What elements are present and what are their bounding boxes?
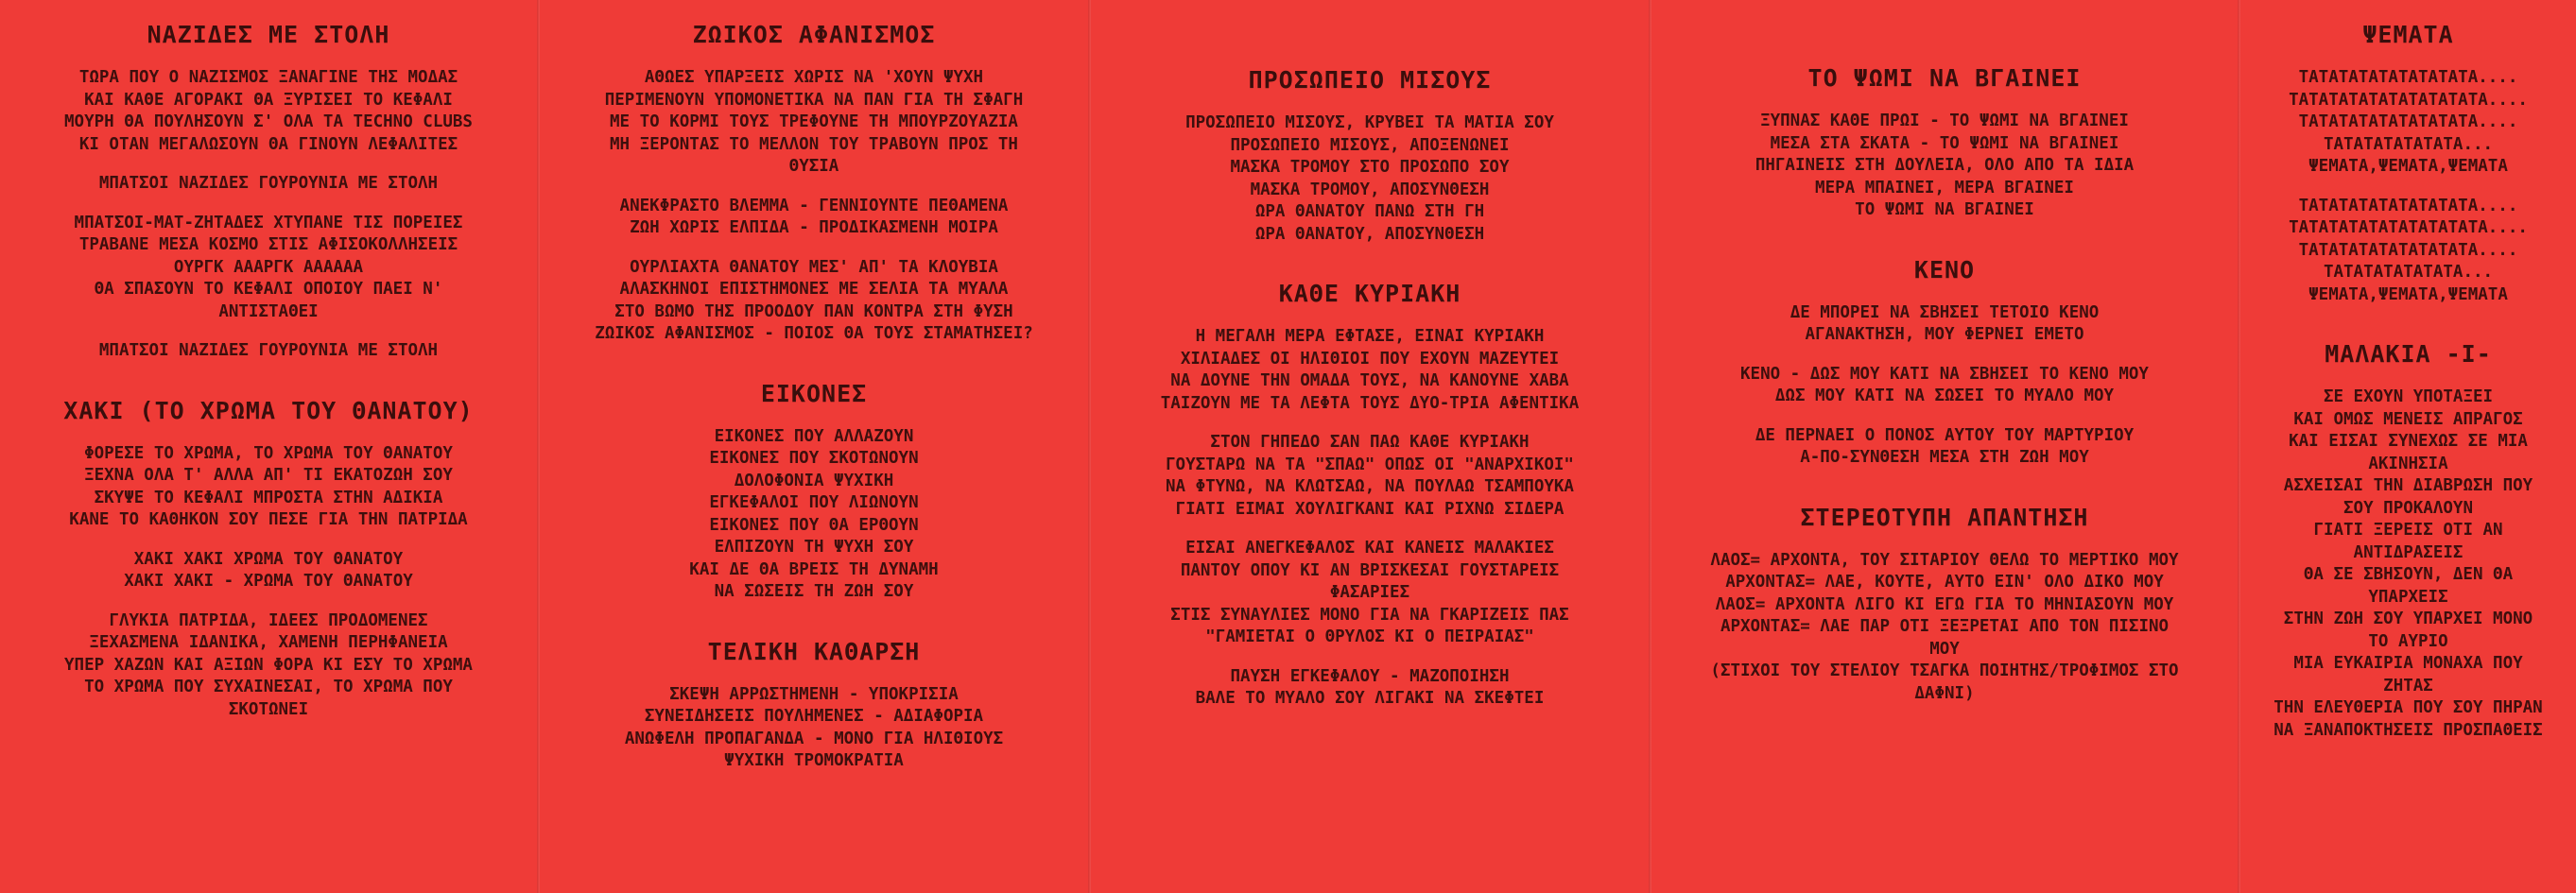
stanza <box>2254 196 2563 307</box>
lyric-line: ΑΡΧΟΝΤΑΣ= ΛΑΕ, ΚΟΥΤΕ, ΑΥΤΟ ΕΙΝ' ΟΛΟ ΔΙΚΟ ΜΟΥ <box>1725 573 2164 592</box>
stanza <box>553 684 1075 773</box>
song-title: ΧΑΚΙ (ΤΟ ΧΡΩΜΑ ΤΟΥ ΘΑΝΑΤΟΥ) <box>63 396 474 424</box>
lyric-line: ΤΑΤΑΤΑΤΑΤΑΤΑΤΑΤΑΤΑ.... <box>2298 240 2518 260</box>
lyric-line: ΕΛΠΙΖΟΥΝ ΤΗ ΨΥΧΗ ΣΟΥ <box>714 538 914 557</box>
lyric-line: ΜΟΥ <box>1929 639 1960 659</box>
lyric-line: ΚΙ ΟΤΑΝ ΜΕΓΑΛΩΣΟΥΝ ΘΑ ΓΙΝΟΥΝ ΛΕΦΑΛΙΤΕΣ <box>78 134 458 154</box>
stanza <box>13 610 524 722</box>
stanza <box>1665 302 2224 347</box>
lyric-line: ΛΑΟΣ= ΑΡΧΟΝΤΑ, ΤΟΥ ΣΙΤΑΡΙΟΥ ΘΕΛΩ ΤΟ ΜΕΡΤΙΚΟ ΜΟΥ <box>1710 550 2179 570</box>
lyric-line: ΤΟ ΧΡΩΜΑ ΠΟΥ ΣΥΧΑΙΝΕΣΑΙ, ΤΟ ΧΡΩΜΑ ΠΟΥ <box>84 678 453 696</box>
lyric-line: ΥΠΑΡΧΕΙΣ <box>2368 587 2448 607</box>
lyric-line: ΖΗΤΑΣ <box>2383 676 2433 696</box>
lyric-line: ΔΕ ΜΠΟΡΕΙ ΝΑ ΣΒΗΣΕΙ ΤΕΤΟΙΟ ΚΕΝΟ <box>1789 302 2100 322</box>
song <box>13 397 524 722</box>
stanza <box>1104 538 1635 649</box>
stanza <box>1104 666 1635 711</box>
song <box>553 638 1075 773</box>
lyric-line: ΞΕΧΑΣΜΕΝΑ ΙΔΑΝΙΚΑ, ΧΑΜΕΝΗ ΠΕΡΗΦΑΝΕΙΑ <box>89 633 448 652</box>
song-title: ΠΡΟΣΩΠΕΙΟ ΜΙΣΟΥΣ <box>1248 66 1492 94</box>
lyric-line: ΕΙΣΑΙ ΑΝΕΓΚΕΦΑΛΟΣ ΚΑΙ ΚΑΝΕΙΣ ΜΑΛΑΚΙΕΣ <box>1185 539 1554 558</box>
stanza <box>1665 111 2224 222</box>
song <box>2254 21 2563 306</box>
lyric-line: ΞΥΠΝΑΣ ΚΑΘΕ ΠΡΩΙ - ΤΟ ΨΩΜΙ ΝΑ ΒΓΑΙΝΕΙ <box>1760 112 2129 130</box>
song <box>1104 66 1635 246</box>
lyric-line: ΔΕ ΠΕΡΝΑΕΙ Ο ΠΟΝΟΣ ΑΥΤΟΥ ΤΟΥ ΜΑΡΤΥΡΙΟΥ <box>1755 425 2135 445</box>
lyric-line: ΘΑ ΣΠΑΣΟΥΝ ΤΟ ΚΕΦΑΛΙ ΟΠΟΙΟΥ ΠΑΕΙ Ν' <box>94 280 443 299</box>
lyric-line: ΨΥΧΙΚΗ ΤΡΟΜΟΚΡΑΤΙΑ <box>724 751 904 770</box>
lyric-line: ΠΡΟΣΩΠΕΙΟ ΜΙΣΟΥΣ, ΑΠΟΞΕΝΩΝΕΙ <box>1230 135 1510 155</box>
lyric-line: ΓΛΥΚΙΑ ΠΑΤΡΙΔΑ, ΙΔΕΕΣ ΠΡΟΔΟΜΕΝΕΣ <box>109 610 428 630</box>
panel-3 <box>1091 0 1649 893</box>
lyric-line: ΥΠΕΡ ΧΑΖΩΝ ΚΑΙ ΑΞΙΩΝ ΦΟΡΑ ΚΙ ΕΣΥ ΤΟ ΧΡΩΜΑ <box>64 655 473 675</box>
panel-4 <box>1651 0 2238 893</box>
lyric-line: ΣΥΝΕΙΔΗΣΕΙΣ ΠΟΥΛΗΜΕΝΕΣ - ΑΔΙΑΦΟΡΙΑ <box>644 707 984 726</box>
lyric-line: ΜΕΣΑ ΣΤΑ ΣΚΑΤΑ - ΤΟ ΨΩΜΙ ΝΑ ΒΓΑΙΝΕΙ <box>1770 133 2119 153</box>
lyric-line: ΜΑΣΚΑ ΤΡΟΜΟΥ ΣΤΟ ΠΡΟΣΩΠΟ ΣΟΥ <box>1230 158 1510 177</box>
lyric-line: ΜΙΑ ΕΥΚΑΙΡΙΑ ΜΟΝΑΧΑ ΠΟΥ <box>2293 654 2523 673</box>
lyric-line: ΨΕΜΑΤΑ,ΨΕΜΑΤΑ,ΨΕΜΑΤΑ <box>2308 284 2508 304</box>
stanza <box>2254 386 2563 742</box>
lyric-line: (ΣΤΙΧΟΙ ΤΟΥ ΣΤΕΛΙΟΥ ΤΣΑΓΚΑ ΠΟΙΗΤΗΣ/ΤΡΟΦΙΜΟΣ ΣΤΟ <box>1710 661 2179 680</box>
lyric-line: ΤΑΤΑΤΑΤΑΤΑΤΑΤΑΤΑΤΑ.... <box>2298 112 2518 131</box>
lyric-line: ΚΕΝΟ - ΔΩΣ ΜΟΥ ΚΑΤΙ ΝΑ ΣΒΗΣΕΙ ΤΟ ΚΕΝΟ ΜΟΥ <box>1740 364 2149 384</box>
stanza <box>553 67 1075 179</box>
stanza <box>13 549 524 593</box>
lyric-line: ΝΑ ΔΟΥΝΕ ΤΗΝ ΟΜΑΔΑ ΤΟΥΣ, ΝΑ ΚΑΝΟΥΝΕ ΧΑΒΑ <box>1170 371 1569 390</box>
lyric-line: ΤΩΡΑ ΠΟΥ Ο ΝΑΖΙΣΜΟΣ ΞΑΝΑΓΙΝΕ ΤΗΣ ΜΟΔΑΣ <box>78 68 458 87</box>
lyric-line: ΝΑ ΣΩΣΕΙΣ ΤΗ ΖΩΗ ΣΟΥ <box>714 582 914 601</box>
lyric-line: ΑΝΕΚΦΡΑΣΤΟ ΒΛΕΜΜΑ - ΓΕΝΝΙΟΥΝΤΕ ΠΕΘΑΜΕΝΑ <box>619 196 1009 215</box>
song <box>1665 64 2224 222</box>
song <box>13 21 524 363</box>
lyric-line: ΔΟΛΟΦΟΝΙΑ ΨΥΧΙΚΗ <box>734 471 894 490</box>
stanza <box>1104 112 1635 246</box>
lyric-line: Α-ΠΟ-ΣΥΝΘΕΣΗ ΜΕΣΑ ΣΤΗ ΖΩΗ ΜΟΥ <box>1800 448 2089 467</box>
lyric-line: ΩΡΑ ΘΑΝΑΤΟΥ, ΑΠΟΣΥΝΘΕΣΗ <box>1254 224 1485 244</box>
song <box>1665 256 2224 470</box>
lyric-line: ΕΓΚΕΦΑΛΟΙ ΠΟΥ ΛΙΩΝΟΥΝ <box>709 493 919 512</box>
lyric-line: ΟΥΡΓΚ ΑΑΑΡΓΚ ΑΑΑΑΑΑ <box>173 257 364 277</box>
lyric-line: ΤΟ ΑΥΡΙΟ <box>2368 631 2448 651</box>
stanza <box>553 257 1075 346</box>
lyric-line: Η ΜΕΓΑΛΗ ΜΕΡΑ ΕΦΤΑΣΕ, ΕΙΝΑΙ ΚΥΡΙΑΚΗ <box>1195 327 1545 346</box>
lyric-line: ΤΟ ΨΩΜΙ ΝΑ ΒΓΑΙΝΕΙ <box>1855 200 2034 219</box>
lyric-line: ΠΗΓΑΙΝΕΙΣ ΣΤΗ ΔΟΥΛΕΙΑ, ΟΛΟ ΑΠΟ ΤΑ ΙΔΙΑ <box>1755 156 2135 175</box>
panel-1 <box>0 0 537 893</box>
stanza <box>1665 425 2224 470</box>
lyric-line: ΝΑ ΦΤΥΝΩ, ΝΑ ΚΛΩΤΣΑΩ, ΝΑ ΠΟΥΛΑΩ ΤΣΑΜΠΟΥΚΑ <box>1166 477 1574 496</box>
stanza <box>2254 67 2563 179</box>
lyric-line: ΝΑ ΞΑΝΑΠΟΚΤΗΣΕΙΣ ΠΡΟΣΠΑΘΕΙΣ <box>2273 720 2543 740</box>
lyric-line: ΑΡΧΟΝΤΑΣ= ΛΑΕ ΠΑΡ ΟΤΙ ΞΕΞΡΕΤΑΙ ΑΠΟ ΤΟΝ ΠΙΣΙΝΟ <box>1720 617 2170 636</box>
lyric-line: ΦΟΡΕΣΕ ΤΟ ΧΡΩΜΑ, ΤΟ ΧΡΩΜΑ ΤΟΥ ΘΑΝΑΤΟΥ <box>84 443 453 463</box>
lyric-line: ΠΑΝΤΟΥ ΟΠΟΥ ΚΙ ΑΝ ΒΡΙΣΚΕΣΑΙ ΓΟΥΣΤΑΡΕΙΣ <box>1180 560 1560 580</box>
stanza <box>553 426 1075 604</box>
lyric-line: ΣΤΟ ΒΩΜΟ ΤΗΣ ΠΡΟΟΔΟΥ ΠΑΝ ΚΟΝΤΡΑ ΣΤΗ ΦΥΣΗ <box>614 301 1013 321</box>
lyric-line: ΜΠΑΤΣΟΙ-ΜΑΤ-ΖΗΤΑΔΕΣ ΧΤΥΠΑΝΕ ΤΙΣ ΠΟΡΕΙΕΣ <box>74 213 463 232</box>
lyric-line: ΜΟΥΡΗ ΘΑ ΠΟΥΛΗΣΟΥΝ Σ' ΟΛΑ ΤΑ TECHNO CLUBS <box>64 112 473 131</box>
lyric-line: ΑΝΩΦΕΛΗ ΠΡΟΠΑΓΑΝΔΑ - ΜΟΝΟ ΓΙΑ ΗΛΙΘΙΟΥΣ <box>624 729 1004 748</box>
lyric-line: ΤΑΤΑΤΑΤΑΤΑΤΑΤΑΤΑΤΑΤΑ.... <box>2289 90 2528 110</box>
lyric-line: ΤΡΑΒΑΝΕ ΜΕΣΑ ΚΟΣΜΟ ΣΤΙΣ ΑΦΙΣΟΚΟΛΛΗΣΕΙΣ <box>78 235 458 254</box>
song-title: ΚΕΝΟ <box>1913 255 1976 283</box>
lyric-line: ΨΕΜΑΤΑ,ΨΕΜΑΤΑ,ΨΕΜΑΤΑ <box>2308 157 2508 176</box>
stanza <box>13 173 524 196</box>
lyric-line: ΖΩΗ ΧΩΡΙΣ ΕΛΠΙΔΑ - ΠΡΟΔΙΚΑΣΜΕΝΗ ΜΟΙΡΑ <box>630 218 998 237</box>
lyric-line: ΕΙΚΟΝΕΣ ΠΟΥ ΑΛΛΑΖΟΥΝ <box>714 426 914 446</box>
lyric-line: ΤΑΤΑΤΑΤΑΤΑΤΑΤΑΤΑΤΑ.... <box>2298 196 2518 215</box>
lyric-line: ΑΘΩΕΣ ΥΠΑΡΞΕΙΣ ΧΩΡΙΣ ΝΑ 'ΧΟΥΝ ΨΥΧΗ <box>644 68 984 87</box>
song-title: ΜΑΛΑΚΙΑ -I- <box>2325 340 2492 368</box>
lyric-line: ΣΚΟΤΩΝΕΙ <box>228 699 309 719</box>
song-title: ΕΙΚΟΝΕΣ <box>760 379 868 407</box>
lyric-line: ΘΥΣΙΑ <box>788 157 839 176</box>
lyric-line: ΓΙΑΤΙ ΕΙΜΑΙ ΧΟΥΛΙΓΚΑΝΙ ΚΑΙ ΡΙΧΝΩ ΣΙΔΕΡΑ <box>1175 499 1565 519</box>
lyric-line: ΤΑΤΑΤΑΤΑΤΑΤΑΤΑ... <box>2323 263 2494 282</box>
lyric-line: ΤΑΤΑΤΑΤΑΤΑΤΑΤΑ... <box>2323 134 2494 154</box>
lyric-line: ΜΕ ΤΟ ΚΟΡΜΙ ΤΟΥΣ ΤΡΕΦΟΥΝΕ ΤΗ ΜΠΟΥΡΖΟΥΑΖΙΑ <box>610 112 1018 131</box>
stanza <box>1665 550 2224 706</box>
lyric-line: ΣΕ ΕΧΟΥΝ ΥΠΟΤΑΞΕΙ <box>2323 387 2494 406</box>
lyric-line: ΑΛΑΣΚΗΝΟΙ ΕΠΙΣΤΗΜΟΝΕΣ ΜΕ ΣΕΛΙΑ ΤΑ ΜΥΑΛΑ <box>619 280 1009 299</box>
lyric-line: ΜΠΑΤΣΟΙ ΝΑΖΙΔΕΣ ΓΟΥΡΟΥΝΙΑ ΜΕ ΣΤΟΛΗ <box>98 174 439 193</box>
lyric-line: ΤΗΝ ΕΛΕΥΘΕΡΙΑ ΠΟΥ ΣΟΥ ΠΗΡΑΝ <box>2273 698 2543 717</box>
lyric-line: ΑΝΤΙΔΡΑΣΕΙΣ <box>2353 542 2464 562</box>
lyric-line: ΤΑΤΑΤΑΤΑΤΑΤΑΤΑΤΑΤΑ.... <box>2298 68 2518 87</box>
lyric-line: ΣΤΙΣ ΣΥΝΑΥΛΙΕΣ ΜΟΝΟ ΓΙΑ ΝΑ ΓΚΑΡΙΖΕΙΣ ΠΑΣ <box>1170 605 1569 625</box>
lyric-line: ΓΙΑΤΙ ΞΕΡΕΙΣ ΟΤΙ ΑΝ <box>2313 521 2503 540</box>
lyric-line: ΚΑΙ ΟΜΩΣ ΜΕΝΕΙΣ ΑΠΡΑΓΟΣ <box>2293 409 2523 429</box>
lyric-line: ΤΑΙΖΟΥΝ ΜΕ ΤΑ ΛΕΦΤΑ ΤΟΥΣ ΔΥΟ-ΤΡΙΑ ΑΦΕΝΤΙΚΑ <box>1160 393 1580 413</box>
song <box>2254 340 2563 742</box>
stanza <box>13 340 524 363</box>
lyric-line: ΧΙΛΙΑΔΕΣ ΟΙ ΗΛΙΘΙΟΙ ΠΟΥ ΕΧΟΥΝ ΜΑΖΕΥΤΕΙ <box>1180 349 1560 369</box>
lyric-line: ΣΤΟΝ ΓΗΠΕΔΟ ΣΑΝ ΠΑΩ ΚΑΘΕ ΚΥΡΙΑΚΗ <box>1210 433 1530 452</box>
lyric-line: ΜΗ ΞΕΡΟΝΤΑΣ ΤΟ ΜΕΛΛΟΝ ΤΟΥ ΤΡΑΒΟΥΝ ΠΡΟΣ ΤΗ <box>610 134 1018 154</box>
stanza <box>1665 364 2224 408</box>
lyric-line: ΚΑΙ ΚΑΘΕ ΑΓΟΡΑΚΙ ΘΑ ΞΥΡΙΣΕΙ ΤΟ ΚΕΦΑΛΙ <box>84 90 453 110</box>
lyric-line: ΘΑ ΣΕ ΣΒΗΣΟΥΝ, ΔΕΝ ΘΑ <box>2303 565 2514 584</box>
lyric-line: ΧΑΚΙ ΧΑΚΙ ΧΡΩΜΑ ΤΟΥ ΘΑΝΑΤΟΥ <box>133 549 404 569</box>
lyric-line: ΕΙΚΟΝΕΣ ΠΟΥ ΣΚΟΤΩΝΟΥΝ <box>709 449 919 468</box>
lyric-line: ΩΡΑ ΘΑΝΑΤΟΥ ΠΑΝΩ ΣΤΗ ΓΗ <box>1254 202 1485 221</box>
lyric-line: ΞΕΧΝΑ ΟΛΑ Τ' ΑΛΛΑ ΑΠ' ΤΙ ΕΚΑΤΟΖΩΗ ΣΟΥ <box>84 466 453 485</box>
lyric-line: ΠΑΥΣΗ ΕΓΚΕΦΑΛΟΥ - ΜΑΖΟΠΟΙΗΣΗ <box>1230 666 1510 686</box>
stanza <box>553 196 1075 240</box>
lyric-line: ΒΑΛΕ ΤΟ ΜΥΑΛΟ ΣΟΥ ΛΙΓΑΚΙ ΝΑ ΣΚΕΦΤΕΙ <box>1195 689 1545 708</box>
lyric-line: ΠΕΡΙΜΕΝΟΥΝ ΥΠΟΜΟΝΕΤΙΚΑ ΝΑ ΠΑΝ ΓΙΑ ΤΗ ΣΦΑΓΗ <box>604 90 1024 110</box>
lyric-line: ΟΥΡΛΙΑΧΤΑ ΘΑΝΑΤΟΥ ΜΕΣ' ΑΠ' ΤΑ ΚΛΟΥΒΙΑ <box>630 257 998 277</box>
stanza <box>1104 326 1635 415</box>
song-title: ΤΟ ΨΩΜΙ ΝΑ ΒΓΑΙΝΕΙ <box>1807 64 2082 92</box>
lyric-line: ΣΚΥΨΕ ΤΟ ΚΕΦΑΛΙ ΜΠΡΟΣΤΑ ΣΤΗΝ ΑΔΙΚΙΑ <box>94 488 443 507</box>
lyric-line: ΛΑΟΣ= ΑΡΧΟΝΤΑ ΛΙΓΟ ΚΙ ΕΓΩ ΓΙΑ ΤΟ ΜΗΝΙΑΣΟΥΝ ΜΟΥ <box>1715 594 2174 614</box>
lyric-line: ΣΚΕΨΗ ΑΡΡΩΣΤΗΜΕΝΗ - ΥΠΟΚΡΙΣΙΑ <box>669 684 959 704</box>
lyric-line: ΑΚΙΝΗΣΙΑ <box>2368 454 2448 473</box>
lyric-line: ΚΑΝΕ ΤΟ ΚΑΘΗΚΟΝ ΣΟΥ ΠΕΣΕ ΓΙΑ ΤΗΝ ΠΑΤΡΙΔΑ <box>69 510 468 529</box>
song-title: ΖΩΙΚΟΣ ΑΦΑΝΙΣΜΟΣ <box>692 21 936 48</box>
lyric-line: ΣΟΥ ΠΡΟΚΑΛΟΥΝ <box>2343 498 2473 518</box>
song <box>1665 504 2224 706</box>
lyric-line: ΕΙΚΟΝΕΣ ΠΟΥ ΘΑ ΕΡΘΟΥΝ <box>709 515 919 535</box>
stanza <box>13 67 524 156</box>
lyric-line: ΜΑΣΚΑ ΤΡΟΜΟΥ, ΑΠΟΣΥΝΘΕΣΗ <box>1250 180 1490 199</box>
song-title: ΨΕΜΑΤΑ <box>2362 21 2454 48</box>
lyric-line: "ΓΑΜΙΕΤΑΙ Ο ΘΡΥΛΟΣ ΚΙ Ο ΠΕΙΡΑΙΑΣ" <box>1205 627 1534 646</box>
lyric-line: ΑΓΑΝΑΚΤΗΣΗ, ΜΟΥ ΦΕΡΝΕΙ ΕΜΕΤΟ <box>1805 325 2084 344</box>
lyric-line: ΤΑΤΑΤΑΤΑΤΑΤΑΤΑΤΑΤΑΤΑ.... <box>2289 218 2528 237</box>
song-title: ΚΑΘΕ ΚΥΡΙΑΚΗ <box>1278 280 1461 307</box>
song-title: ΤΕΛΙΚΗ ΚΑΘΑΡΣΗ <box>707 637 921 665</box>
song <box>553 21 1075 346</box>
lyric-line: ΔΑΦΝΙ) <box>1914 683 1975 703</box>
song-title: ΣΤΕΡΕΟΤΥΠΗ ΑΠΑΝΤΗΣΗ <box>1800 503 2089 531</box>
panel-5 <box>2240 0 2576 893</box>
lyric-line: ΚΑΙ ΕΙΣΑΙ ΣΥΝΕΧΩΣ ΣΕ ΜΙΑ <box>2289 432 2528 451</box>
lyric-line: ΖΩΙΚΟΣ ΑΦΑΝΙΣΜΟΣ - ΠΟΙΟΣ ΘΑ ΤΟΥΣ ΣΤΑΜΑΤΗΣΕΙ? <box>595 324 1033 343</box>
lyric-line: ΚΑΙ ΔΕ ΘΑ ΒΡΕΙΣ ΤΗ ΔΥΝΑΜΗ <box>689 559 939 579</box>
song <box>1104 280 1635 711</box>
song <box>553 380 1075 604</box>
lyric-line: ΔΩΣ ΜΟΥ ΚΑΤΙ ΝΑ ΣΩΣΕΙ ΤΟ ΜΥΑΛΟ ΜΟΥ <box>1774 386 2115 405</box>
stanza <box>1104 432 1635 521</box>
lyric-line: ΜΕΡΑ ΜΠΑΙΝΕΙ, ΜΕΡΑ ΒΓΑΙΝΕΙ <box>1815 178 2074 197</box>
lyric-line: ΧΑΚΙ ΧΑΚΙ - ΧΡΩΜΑ ΤΟΥ ΘΑΝΑΤΟΥ <box>124 572 413 591</box>
lyric-line: ΓΟΥΣΤΑΡΩ ΝΑ ΤΑ "ΣΠΑΩ" ΟΠΩΣ ΟΙ "ΑΝΑΡΧΙΚΟΙ" <box>1166 455 1574 474</box>
lyric-line: ΑΝΤΙΣΤΑΘΕΙ <box>218 301 319 321</box>
panel-2 <box>540 0 1088 893</box>
song-title: ΝΑΖΙΔΕΣ ΜΕ ΣΤΟΛΗ <box>147 21 390 48</box>
stanza <box>13 213 524 324</box>
lyric-line: ΦΑΣΑΡΙΕΣ <box>1329 583 1410 602</box>
lyric-line: ΠΡΟΣΩΠΕΙΟ ΜΙΣΟΥΣ, ΚΡΥΒΕΙ ΤΑ ΜΑΤΙΑ ΣΟΥ <box>1185 113 1554 132</box>
lyric-line: ΜΠΑΤΣΟΙ ΝΑΖΙΔΕΣ ΓΟΥΡΟΥΝΙΑ ΜΕ ΣΤΟΛΗ <box>98 341 439 360</box>
lyric-line: ΣΤΗΝ ΖΩΗ ΣΟΥ ΥΠΑΡΧΕΙ ΜΟΝΟ <box>2283 610 2533 628</box>
lyric-line: ΑΣΧΕΙΣΑΙ ΤΗΝ ΔΙΑΒΡΩΣΗ ΠΟΥ <box>2283 476 2533 495</box>
stanza <box>13 443 524 532</box>
